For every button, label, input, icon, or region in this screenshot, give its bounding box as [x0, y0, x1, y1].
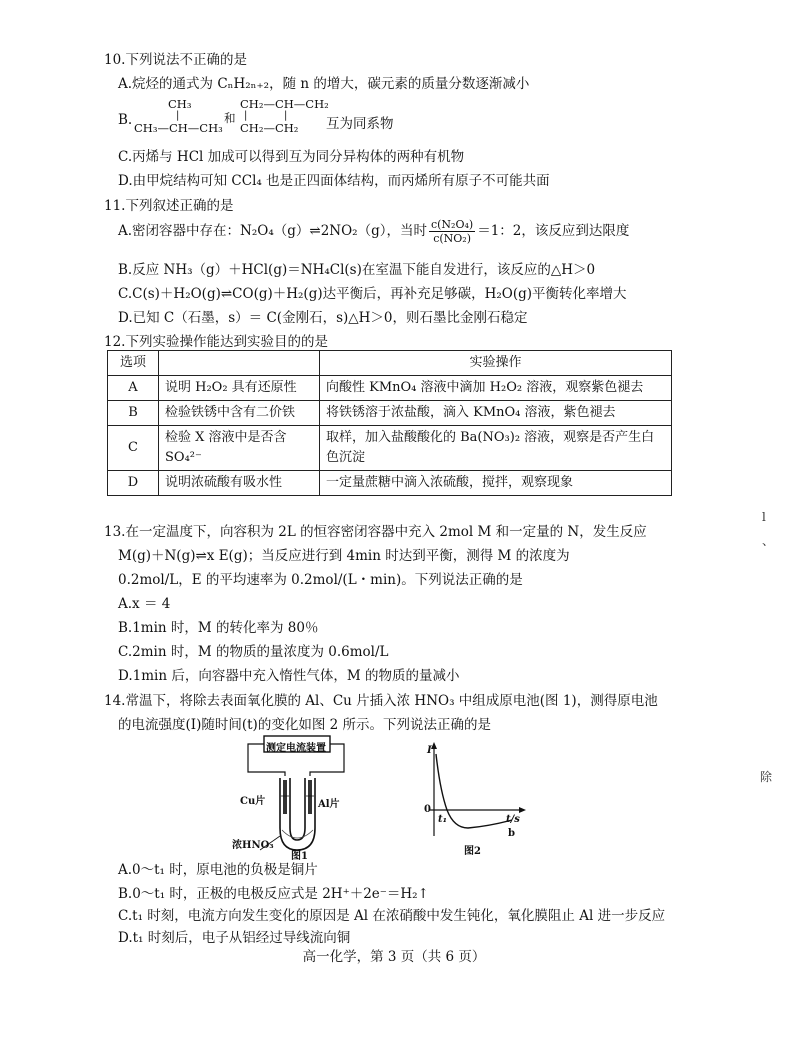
q12-header-option: 选项: [108, 351, 159, 376]
q14-fig1-cu-label: Cu片: [240, 796, 266, 807]
q10-b-molecule1-bond: |: [176, 110, 180, 121]
q14-stem-line2: 的电流强度(I)随时间(t)的变化如图 2 所示。下列说法正确的是: [118, 717, 491, 733]
q12-row-d-purpose: 说明浓硫酸有吸水性: [159, 471, 320, 496]
q14-figure2: [420, 740, 530, 840]
q14-fig2-x-axis-label: t/s: [506, 814, 520, 825]
current-time-graph: [420, 740, 530, 840]
margin-mark-3: 除: [760, 770, 773, 784]
q11-a-post: ＝1：2，该反应到达限度: [477, 223, 630, 239]
q10-stem: 10.下列说法不正确的是: [104, 52, 247, 68]
q14-fig1-acid-label: 浓HNO₃: [232, 840, 274, 851]
q10-b-molecule2-bottom: CH₂—CH₂: [240, 121, 299, 135]
q12-header-operation: 实验操作: [320, 351, 672, 376]
q11-option-d: D.已知 C（石墨，s）＝ C(金刚石，s)△H＞0，则石墨比金刚石稳定: [118, 310, 528, 326]
q12-row-d-operation: 一定量蔗糖中滴入浓硫酸，搅拌，观察现象: [320, 471, 672, 496]
table-row: [108, 401, 672, 426]
q13-option-b: B.1min 时，M 的转化率为 80％: [118, 620, 319, 636]
q12-row-a-operation: 向酸性 KMnO₄ 溶液中滴加 H₂O₂ 溶液，观察紫色褪去: [320, 376, 672, 401]
q10-b-molecule1-branch: CH₃: [168, 97, 192, 111]
q10-b-molecule2-top: CH₂—CH—CH₂: [240, 97, 329, 111]
q14-fig1-al-label: Al片: [318, 799, 340, 810]
q10-b-suffix: 互为同系物: [326, 116, 394, 132]
q14-fig2-caption: 图2: [464, 846, 481, 857]
q11-a-denominator: c(NO₂): [433, 232, 471, 245]
q13-stem-line2: M(g)＋N(g)⇌x E(g)；当反应进行到 4min 时达到平衡，测得 M 的浓度为: [118, 548, 570, 564]
q12-row-c-operation: 取样，加入盐酸酸化的 Ba(NO₃)₂ 溶液，观察是否产生白色沉淀: [320, 426, 672, 471]
q12-stem: 12.下列实验操作能达到实验目的的是: [104, 334, 328, 350]
q13-option-d: D.1min 后，向容器中充入惰性气体，M 的物质的量减小: [118, 668, 460, 684]
q12-header-purpose: [159, 351, 320, 376]
q12-row-a-purpose: 说明 H₂O₂ 具有还原性: [159, 376, 320, 401]
q11-option-b: B.反应 NH₃（g）＋HCl(g)＝NH₄Cl(s)在室温下能自发进行，该反应的△H＞0: [118, 262, 596, 278]
q10-b-molecule2-bond-right: |: [284, 110, 288, 121]
q12-row-d-option: D: [108, 471, 159, 496]
page-footer: 高一化学，第 3 页（共 6 页）: [302, 949, 486, 965]
q12-row-a-option: A: [108, 376, 159, 401]
q12-row-b-purpose: 检验铁锈中含有二价铁: [159, 401, 320, 426]
q12-row-c-purpose: 检验 X 溶液中是否含 SO₄²⁻: [159, 426, 320, 471]
q14-fig2-t1-label: t₁: [438, 814, 447, 825]
q14-stem-line1: 14.常温下，将除去表面氧化膜的 Al、Cu 片插入浓 HNO₃ 中组成原电池(图 1)，测得原电池: [104, 693, 658, 709]
table-row: [108, 426, 672, 471]
q11-a-pre: A.密闭容器中存在：N₂O₄（g）⇌2NO₂（g），当时: [118, 223, 427, 239]
q11-a-numerator: c(N₂O₄): [430, 218, 474, 231]
q12-row-b-option: B: [108, 401, 159, 426]
q10-b-molecule2-bond-left: |: [244, 110, 248, 121]
q14-option-a: A.0～t₁ 时，原电池的负极是铜片: [118, 862, 318, 878]
q10-b-and: 和: [224, 111, 236, 125]
margin-mark-2: 、: [762, 534, 775, 548]
q14-fig2-y-axis-label: I: [427, 745, 432, 756]
q10-option-b-prefix: B.: [118, 112, 133, 128]
q13-stem-line3: 0.2mol/L，E 的平均速率为 0.2mol/(L・min)。下列说法正确的是: [118, 572, 523, 588]
q11-option-a: [118, 218, 629, 245]
q13-option-c: C.2min 时，M 的物质的量浓度为 0.6mol/L: [118, 644, 389, 660]
q12-row-b-operation: 将铁锈溶于浓盐酸，滴入 KMnO₄ 溶液，紫色褪去: [320, 401, 672, 426]
table-row: [108, 376, 672, 401]
q14-option-c: C.t₁ 时刻，电流方向发生变化的原因是 Al 在浓硝酸中发生钝化，氧化膜阻止 Al 进一步反应: [118, 908, 666, 924]
q14-fig2-origin-label: 0: [424, 804, 431, 815]
q12-row-c-option: C: [108, 426, 159, 471]
q10-option-a: A.烷烃的通式为 CₙH₂ₙ₊₂，随 n 的增大，碳元素的质量分数逐渐减小: [118, 76, 530, 92]
table-row: [108, 471, 672, 496]
q10-option-c: C.丙烯与 HCl 加成可以得到互为同分异构体的两种有机物: [118, 149, 465, 165]
margin-mark-1: l: [762, 510, 766, 524]
q11-option-c: C.C(s)＋H₂O(g)⇌CO(g)＋H₂(g)达平衡后，再补充足够碳，H₂O(g)平衡转化率增大: [118, 286, 627, 302]
q13-option-a: A.x ＝ 4: [118, 596, 171, 612]
q13-stem-line1: 13.在一定温度下，向容积为 2L 的恒容密闭容器中充入 2mol M 和一定量的 N，发生反应: [104, 524, 647, 540]
q12-table-header: [108, 351, 672, 376]
q14-fig2-b-label: b: [508, 828, 515, 839]
q11-stem: 11.下列叙述正确的是: [104, 198, 234, 214]
q14-fig1-device-label: 测定电流装置: [266, 743, 326, 754]
q10-option-d: D.由甲烷结构可知 CCl₄ 也是正四面体结构，而丙烯所有原子不可能共面: [118, 173, 550, 189]
q14-fig1-caption: 图1: [291, 851, 308, 862]
q14-option-b: B.0～t₁ 时，正极的电极反应式是 2H⁺＋2e⁻＝H₂↑: [118, 886, 429, 902]
q12-table: [107, 350, 672, 496]
q14-option-d: D.t₁ 时刻后，电子从铝经过导线流向铜: [118, 930, 351, 946]
q10-b-molecule1-chain: CH₃—CH—CH₃: [134, 121, 223, 135]
q11-a-fraction: [429, 218, 475, 245]
